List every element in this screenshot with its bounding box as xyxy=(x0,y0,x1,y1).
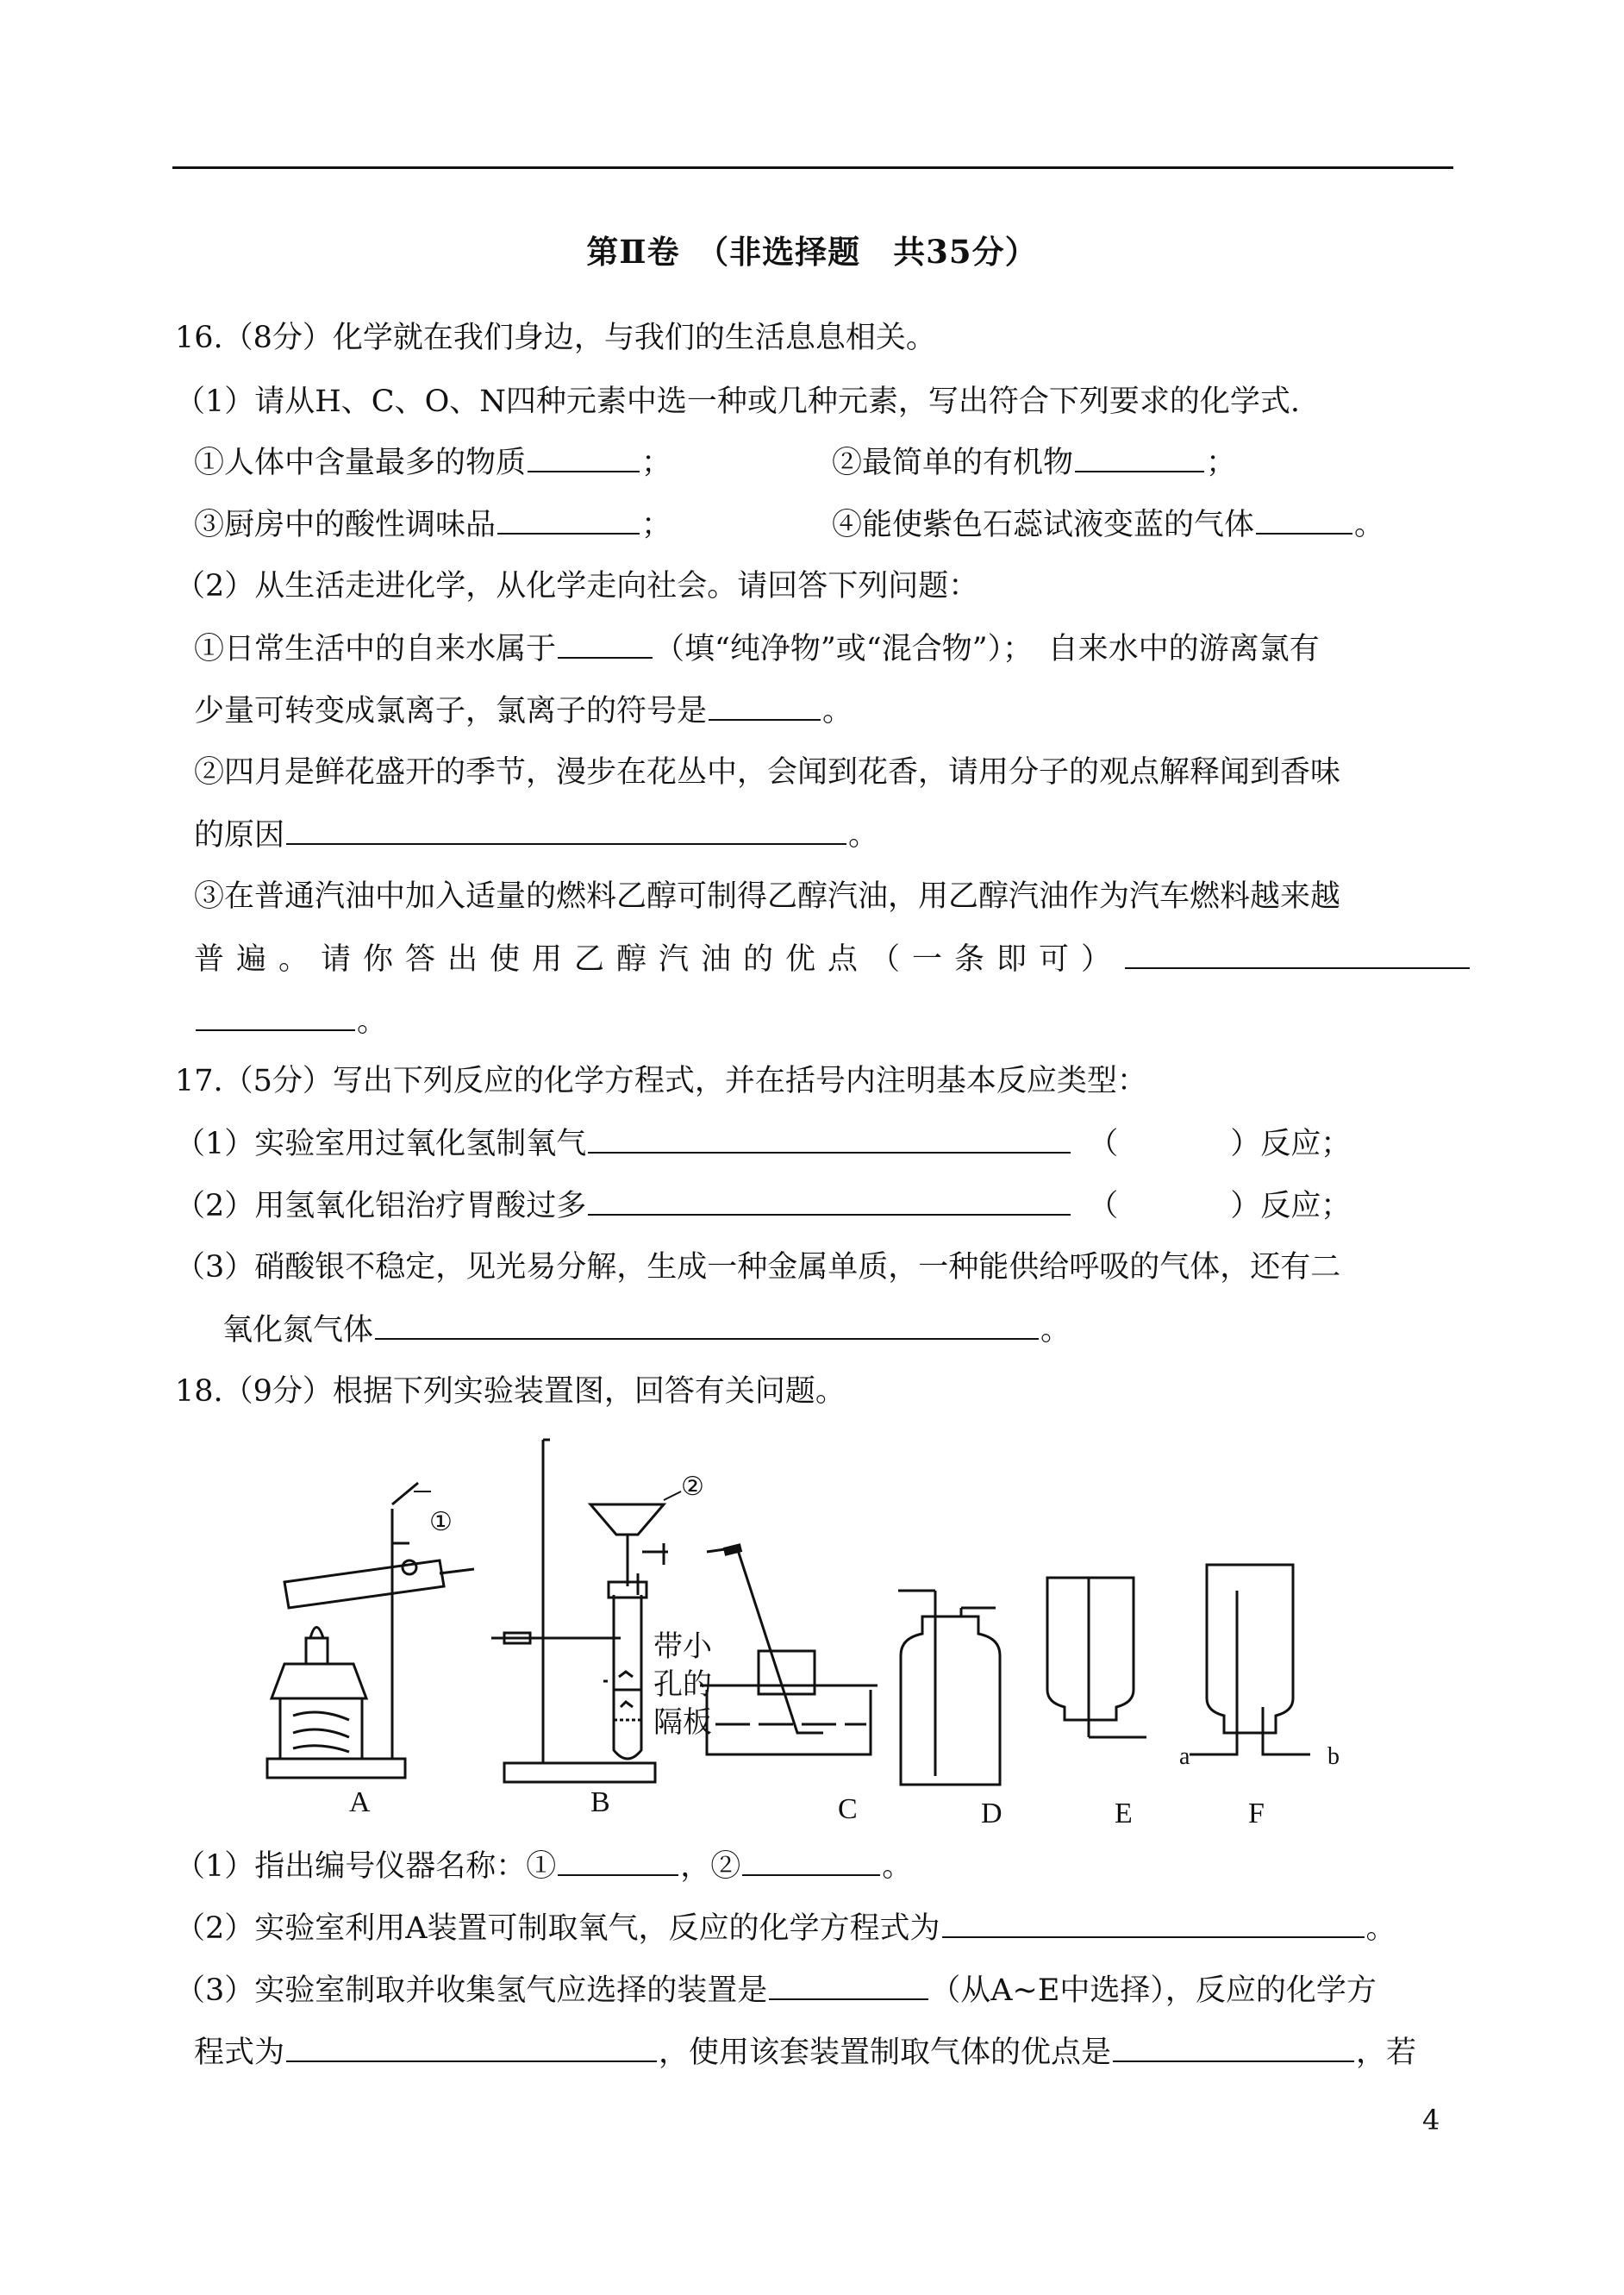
marker-2: ② xyxy=(681,1472,704,1502)
q16-part1: （1）请从H、C、O、N四种元素中选一种或几种元素，写出符合下列要求的化学式. xyxy=(175,385,1301,419)
q16-item1 xyxy=(194,441,671,484)
punct: 。 xyxy=(357,1004,388,1039)
punct: 。 xyxy=(1040,1313,1071,1348)
q18-a3-text5: ，若 xyxy=(1356,2035,1417,2070)
answer-blank[interactable] xyxy=(769,1969,928,2000)
paren: ）反应； xyxy=(1230,1189,1352,1223)
q17-r2-text: （2）用氢氧化铝治疗胃酸过多 xyxy=(175,1189,587,1223)
q18-a3-text2: （从A~E中选择），反应的化学方 xyxy=(930,1973,1377,2008)
punct: 。 xyxy=(848,818,879,853)
label-a: A xyxy=(349,1786,371,1818)
apparatus-b xyxy=(491,1440,668,1782)
apparatus-diagram xyxy=(259,1423,1379,1836)
answer-blank[interactable] xyxy=(286,814,846,845)
apparatus-e xyxy=(1047,1578,1146,1737)
answer-blank[interactable] xyxy=(1075,441,1204,472)
paren: （ xyxy=(1088,1127,1119,1161)
q16-sub3: ③在普通汽油中加入适量的燃料乙醇可制得乙醇汽油，用乙醇汽油作为汽车燃料越来越 xyxy=(194,879,1341,914)
q18-a3-text4: ，使用该套装置制取气体的优点是 xyxy=(659,2035,1112,2070)
q16-sub1-cont xyxy=(194,690,853,732)
q16-sub2-cont xyxy=(194,814,878,856)
q16-sub3-cont2 xyxy=(194,1000,387,1042)
q17-r2 xyxy=(175,1185,1351,1227)
q18-a1-text2: ，② xyxy=(680,1849,741,1884)
q16-item2 xyxy=(832,441,1236,484)
q16-item2-text: ②最简单的有机物 xyxy=(832,446,1074,480)
apparatus-c xyxy=(700,1548,878,1754)
section-title: 第Ⅱ卷 （非选择题 共35分） xyxy=(586,233,1038,271)
apparatus-f xyxy=(1190,1565,1310,1754)
q16-sub2: ②四月是鲜花盛开的季节，漫步在花丛中，会闻到花香，请用分子的观点解释闻到香味 xyxy=(194,755,1341,790)
plate-label xyxy=(653,1628,712,1742)
marker-1: ① xyxy=(429,1507,453,1537)
q16-part2: （2）从生活走进化学，从化学走向社会。请回答下列问题： xyxy=(175,569,979,603)
page-number: 4 xyxy=(1422,2104,1440,2136)
answer-blank[interactable] xyxy=(1125,938,1470,969)
plate-label-line: 带小 xyxy=(653,1629,712,1664)
answer-blank[interactable] xyxy=(497,503,640,535)
answer-blank[interactable] xyxy=(196,1000,355,1031)
answer-blank[interactable] xyxy=(588,1122,1071,1154)
answer-blank[interactable] xyxy=(375,1309,1039,1340)
answer-blank[interactable] xyxy=(558,628,653,659)
punct: 。 xyxy=(822,694,853,729)
q16-sub1 xyxy=(194,628,1320,670)
q16-item4-text: ④能使紫色石蕊试液变蓝的气体 xyxy=(832,508,1255,542)
q16-sub1-text: ①日常生活中的自来水属于 xyxy=(194,632,557,666)
answer-blank[interactable] xyxy=(588,1185,1071,1216)
q18-a3-text: （3）实验室制取并收集氢气应选择的装置是 xyxy=(175,1973,768,2008)
plate-label-line: 隔板 xyxy=(653,1705,712,1740)
answer-blank[interactable] xyxy=(1256,503,1352,535)
q16-sub1-text2: （填“纯净物”或“混合物”）； 自来水中的游离氯有 xyxy=(654,632,1320,666)
q18-a3-text3: 程式为 xyxy=(194,2035,285,2070)
answer-blank[interactable] xyxy=(742,1845,880,1876)
q18-a3-cont xyxy=(194,2031,1416,2073)
q16-sub3-cont xyxy=(194,938,1471,980)
answer-blank[interactable] xyxy=(1113,2031,1354,2062)
label-e: E xyxy=(1115,1798,1133,1829)
q18-a2 xyxy=(175,1907,1396,1949)
label-b: B xyxy=(590,1786,610,1818)
q18-a1-text: （1）指出编号仪器名称：① xyxy=(175,1849,557,1884)
q17-r3-cont xyxy=(222,1309,1071,1351)
top-rule xyxy=(172,166,1453,169)
q18-head: 18.（9分）根据下列实验装置图，回答有关问题。 xyxy=(175,1374,846,1409)
answer-blank[interactable] xyxy=(528,441,640,472)
q17-r1 xyxy=(175,1122,1351,1165)
label-f: F xyxy=(1248,1798,1265,1829)
q16-item4 xyxy=(832,503,1384,546)
q17-head: 17.（5分）写出下列反应的化学方程式，并在括号内注明基本反应类型： xyxy=(175,1064,1147,1098)
q16-sub3-text: 普遍。请你答出使用乙醇汽油的优点（一条即可） xyxy=(194,942,1124,977)
paren: ）反应； xyxy=(1230,1127,1352,1161)
answer-blank[interactable] xyxy=(558,1845,678,1876)
punct: 。 xyxy=(1354,508,1385,542)
q17-r3-text: 氧化氮气体 xyxy=(222,1313,374,1348)
answer-blank[interactable] xyxy=(942,1907,1365,1938)
label-c: C xyxy=(838,1793,858,1825)
q18-a3 xyxy=(175,1969,1377,2011)
q16-sub1-text3: 少量可转变成氯离子，氯离子的符号是 xyxy=(194,694,708,729)
q16-sub2-text: 的原因 xyxy=(194,818,285,853)
q18-a1 xyxy=(175,1845,912,1887)
apparatus-d xyxy=(898,1591,1000,1785)
port-b-label: b xyxy=(1327,1743,1340,1770)
answer-blank[interactable] xyxy=(709,690,821,721)
paren: （ xyxy=(1088,1189,1119,1223)
q16-head: 16.（8分）化学就在我们身边，与我们的生活息息相关。 xyxy=(175,321,936,355)
punct: ； xyxy=(1206,446,1237,480)
q16-item3 xyxy=(194,503,671,546)
port-a-label: a xyxy=(1179,1743,1190,1770)
plate-label-line: 孔的 xyxy=(653,1667,712,1702)
answer-blank[interactable] xyxy=(286,2031,657,2062)
label-d: D xyxy=(981,1798,1003,1829)
punct: 。 xyxy=(882,1849,913,1884)
punct: 。 xyxy=(1365,1911,1396,1946)
q16-item3-text: ③厨房中的酸性调味品 xyxy=(194,508,497,542)
punct: ； xyxy=(641,446,672,480)
q18-a2-text: （2）实验室利用A装置可制取氧气，反应的化学方程式为 xyxy=(175,1911,940,1946)
q17-r3: （3）硝酸银不稳定，见光易分解，生成一种金属单质，一种能供给呼吸的气体，还有二 xyxy=(175,1250,1341,1285)
punct: ； xyxy=(641,508,672,542)
q17-r1-text: （1）实验室用过氧化氢制氧气 xyxy=(175,1127,587,1161)
q16-item1-text: ①人体中含量最多的物质 xyxy=(194,446,527,480)
